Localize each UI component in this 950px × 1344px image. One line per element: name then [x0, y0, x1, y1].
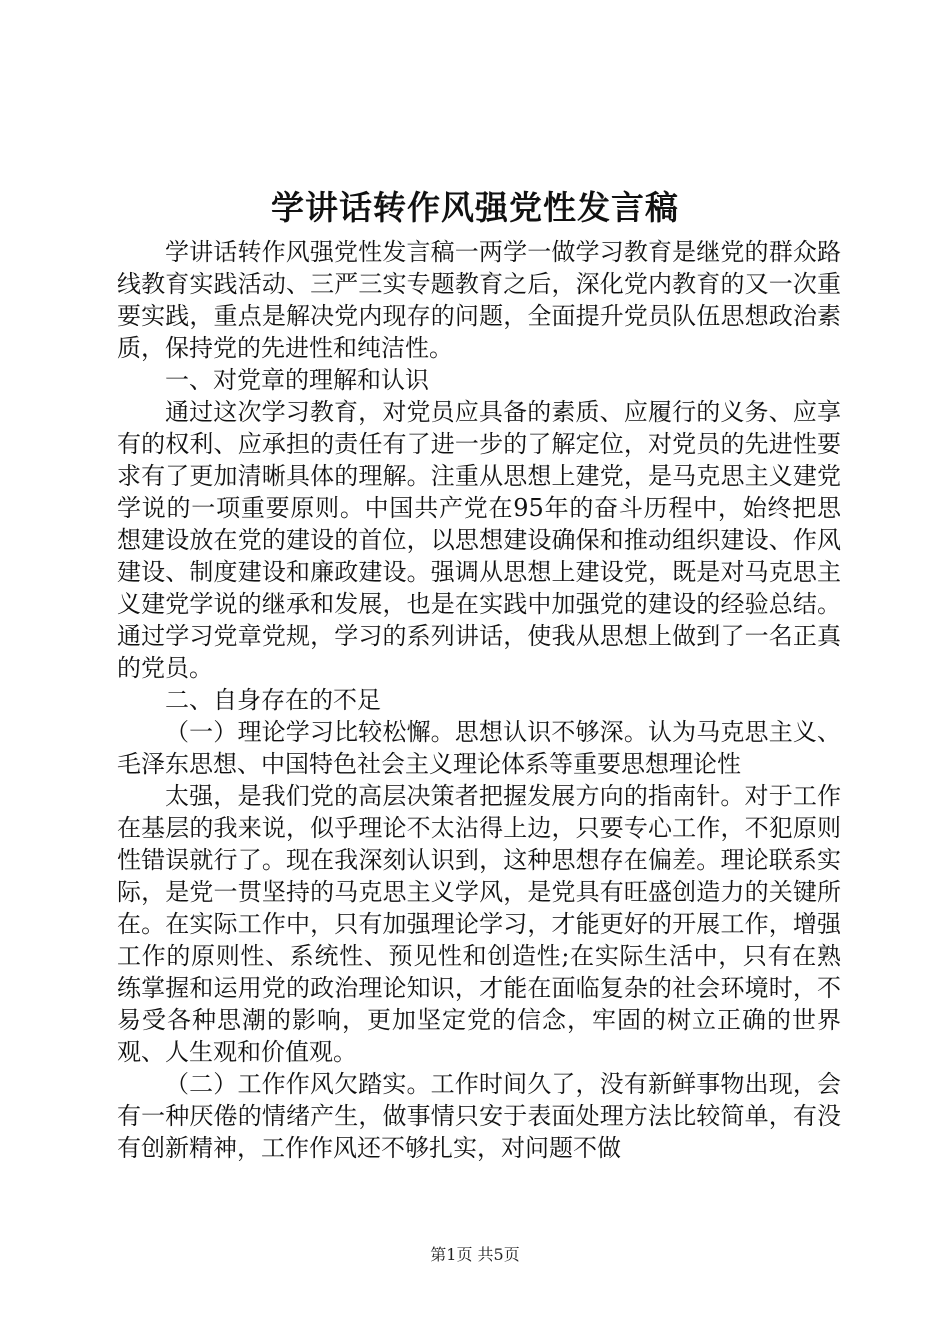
paragraph-item-2: （二）工作作风欠踏实。工作时间久了，没有新鲜事物出现，会有一种厌倦的情绪产生，做事情只安于表面处理方法比较简单，有没有创新精神，工作作风还不够扎实，对问题不做: [117, 1070, 841, 1162]
document-title: 学讲话转作风强党性发言稿: [271, 188, 679, 227]
paragraph-item-1-continued: 太强，是我们党的高层决策者把握发展方向的指南针。对于工作在基层的我来说，似乎理论不太沾得上边，只要专心工作，不犯原则性错误就行了。现在我深刻认识到，这种思想存在偏差。理论联系实际，是党一贯坚持的马克思主义学风，是党具有旺盛创造力的关键所在。在实际工作中，只有加强理论学习，才能更好的开展工作，增强工作的原则性、系统性、预见性和创造性;在实际生活中，只有在熟练掌握和运用党的政治理论知识，才能在面临复杂的社会环境时，不易受各种思潮的影响，更加坚定党的信念，牢固的树立正确的世界观、人生观和价值观。: [117, 782, 841, 1066]
section-heading-2: 二、自身存在的不足: [165, 686, 381, 714]
paragraph-intro: 学讲话转作风强党性发言稿一两学一做学习教育是继党的群众路线教育实践活动、三严三实专题教育之后，深化党内教育的又一次重要实践，重点是解决党内现存的问题，全面提升党员队伍思想政治素质，保持党的先进性和纯洁性。: [117, 238, 841, 362]
paragraph-section-1: 通过这次学习教育，对党员应具备的素质、应履行的义务、应享有的权利、应承担的责任有了进一步的了解定位，对党员的先进性要求有了更加清晰具体的理解。注重从思想上建党，是马克思主义建党学说的一项重要原则。中国共产党在95年的奋斗历程中，始终把思想建设放在党的建设的首位，以思想建设确保和推动组织建设、作风建设、制度建设和廉政建设。强调从思想上建设党，既是对马克思主义建党学说的继承和发展，也是在实践中加强党的建设的经验总结。通过学习党章党规，学习的系列讲话，使我从思想上做到了一名正真的党员。: [117, 398, 841, 682]
section-heading-1: 一、对党章的理解和认识: [165, 366, 429, 394]
paragraph-item-1: （一）理论学习比较松懈。思想认识不够深。认为马克思主义、毛泽东思想、中国特色社会主义理论体系等重要思想理论性: [117, 718, 841, 778]
page-footer: 第1页 共5页: [430, 1245, 520, 1264]
document-body: [117, 236, 841, 1164]
